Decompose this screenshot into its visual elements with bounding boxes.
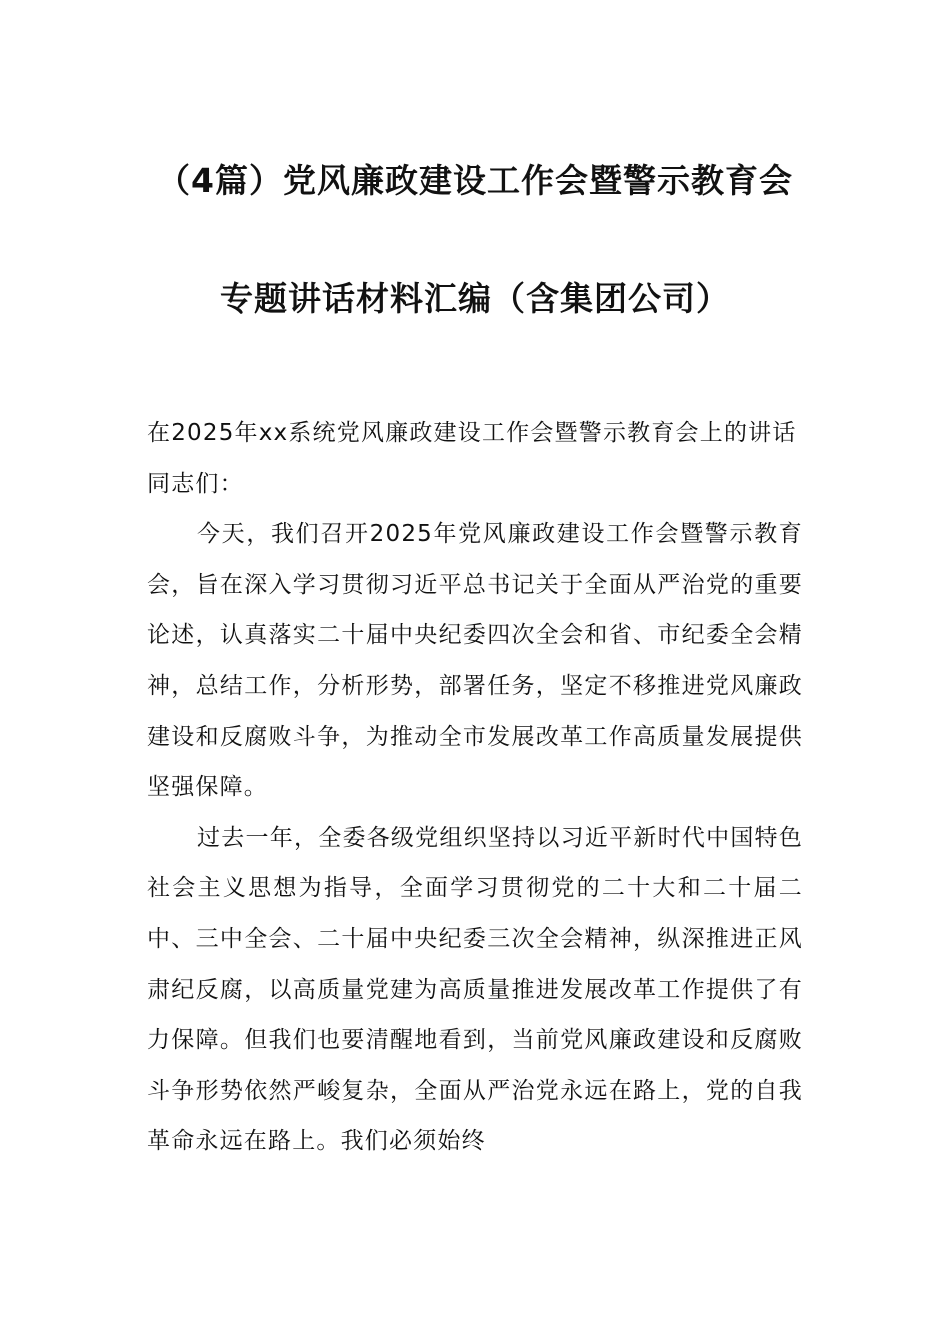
speech-heading: 在2025年xx系统党风廉政建设工作会暨警示教育会上的讲话 [147, 420, 797, 446]
document-body [147, 408, 803, 1167]
document-title-line-1: （4篇）党风廉政建设工作会暨警示教育会 [157, 161, 793, 200]
document-title-line-2: 专题讲话材料汇编（含集团公司） [220, 279, 730, 318]
paragraph-1: 今天，我们召开2025年党风廉政建设工作会暨警示教育会，旨在深入学习贯彻习近平总书记关于全面从严治党的重要论述，认真落实二十届中央纪委四次全会和省、市纪委全会精神，总结工作，分析形势，部署任务，坚定不移推进党风廉政建设和反腐败斗争，为推动全市发展改革工作高质量发展提供坚强保障。 [147, 521, 803, 801]
paragraph-2: 过去一年，全委各级党组织坚持以习近平新时代中国特色社会主义思想为指导，全面学习贯彻党的二十大和二十届二中、三中全会、二十届中央纪委三次全会精神，纵深推进正风肃纪反腐，以高质量党建为高质量推进发展改革工作提供了有力保障。但我们也要清醒地看到，当前党风廉政建设和反腐败斗争形势依然严峻复杂，全面从严治党永远在路上，党的自我革命永远在路上。我们必须始终 [147, 824, 803, 1155]
salutation: 同志们： [147, 470, 244, 497]
